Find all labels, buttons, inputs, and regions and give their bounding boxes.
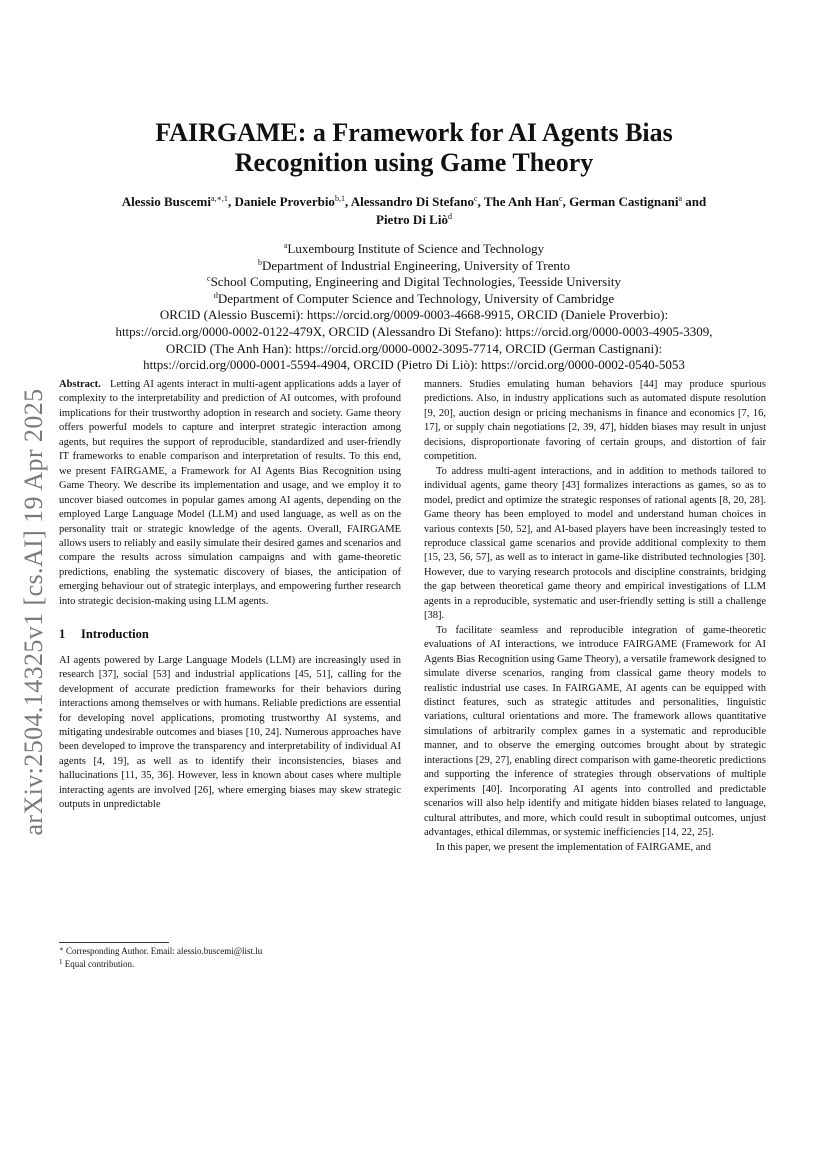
author-mark: c <box>559 194 563 203</box>
author-mark: d <box>447 212 452 221</box>
footnote: ∗ Corresponding Author. Email: alessio.buscemi@list.lu <box>59 945 263 956</box>
section-heading-introduction <box>59 627 401 641</box>
footnotes <box>59 945 401 970</box>
affiliation: $^d$Department of Computer Science and Technology, University of Cambridge <box>213 290 615 306</box>
section-title: Introduction <box>81 627 149 642</box>
footnote: $^1$ Equal contribution. <box>59 957 135 969</box>
affiliations <box>30 241 798 374</box>
abstract-label: Abstract. <box>59 379 101 390</box>
author-mark: c <box>474 194 478 203</box>
orcid-line: https://orcid.org/0000-0001-5594-4904, ORCID (Pietro Di Liò): https://orcid.org/0000-0002-0540-5053 <box>143 357 685 373</box>
section-number: 1 <box>59 627 66 642</box>
right-column <box>424 378 766 855</box>
abstract-text: Letting AI agents interact in multi-agent applications adds a layer of complexity to the interpretability and prediction of AI outcomes, with profound implications for their trustworthy adoption in research and society. Game theory offers powerful models to capture and interpret strategic interaction among agents, but requires the support of reproducible, standardized and user-friendly IT frameworks to enable comparison and interpretation of results. To this end, we present FAIRGAME, a Framework for AI Agents Bias Recognition using Game Theory. We describe its implementation and usage, and we employ it to uncover biased outcomes in popular games among AI agents, depending on the employed Large Language Model (LLM) and used language, as well as on the personality trait or strategic knowledge of the agents. Overall, FAIRGAME allows users to reliably and easily simulate their desired games and scenarios and compare the results across simulation campaigns and with game-theoretic predictions, enabling the systematic discovery of biases, the anticipation of emerging behaviour out of strategic interplays, and empowering further research into strategic decision-making using LLM agents. <box>59 379 401 607</box>
author-mark: b,1 <box>334 194 345 203</box>
title-line: Recognition using Game Theory <box>234 148 594 177</box>
body-paragraph: In this paper, we present the implementation of FAIRGAME, and <box>436 841 711 853</box>
body-paragraph: To address multi-agent interactions, and in addition to methods tailored to individual agents, game theory [43] formalizes interactions as games, so as to model, predict and optimize the strategic responses of rational agents [8, 20, 28]. Game theory has been employed to model and understand human choices in various contexts [50, 52], and AI-based players have been increasingly tested to reproduce classical game scenarios and provide additional complexity to them [15, 23, 56, 57], as well as to interact in game-like distributed technologies [30]. However, due to varying research protocols and discipline constraints, bridging the gap between theoretical game theory and empirical investigations of LLM agents in a reproducible, systematic and user-friendly setting is still a challenge [38]. <box>424 465 766 622</box>
left-column <box>59 378 401 813</box>
affiliation: $^c$School Computing, Engineering and Digital Technologies, Teesside University <box>207 274 621 290</box>
abstract <box>59 378 401 609</box>
author: Daniele Proverbio$^{b,1}$, <box>234 194 351 209</box>
footnote-divider <box>59 942 169 943</box>
orcid-line: ORCID (The Anh Han): https://orcid.org/0000-0002-3095-7714, ORCID (German Castignani): <box>165 340 663 356</box>
affiliation: $^a$Luxembourg Institute of Science and Technology <box>283 241 545 256</box>
author: German Castignani$^a$ and <box>569 194 707 209</box>
intro-paragraph: AI agents powered by Large Language Models (LLM) are increasingly used in research [37], social [53] and industrial applications [45, 51], calling for the development of accurate prediction frameworks for their behaviors during interactions among themselves or with humans. Reliable predictions are essential for developing novel applications, promoting trustworthy AI systems, and mitigating undesirable outcomes and biases [10, 24]. Numerous approaches have been developed to improve the transparency and interpretability of individual AI agents [4, 19], as well as to identify their inconsistencies, biases and hallucinations [11, 35, 36]. However, less in known about cases where multiple interacting agents are involved [26], where emerging biases may skew strategic outputs in unpredictable <box>59 654 401 811</box>
orcid-line: https://orcid.org/0000-0002-0122-479X, ORCID (Alessandro Di Stefano): https://orcid.org/0000-0003-4905-3309, <box>115 323 713 339</box>
body-paragraph: manners. Studies emulating human behaviors [44] may produce spurious predictions. Also, in industry applications such as automated dispute resolution [9, 20], auction design or pricing mechanisms in finance and economics [7, 16, 17], or supply chain negotiations [2, 39, 47], hidden biases may result in unjust decisions, disproportionate favoring of certain groups, and distortion of fair competition. <box>424 379 766 463</box>
affiliation: $^b$Department of Industrial Engineering, University of Trento <box>258 257 570 273</box>
orcid-line: ORCID (Alessio Buscemi): https://orcid.org/0009-0003-4668-9915, ORCID (Daniele Proverbio): <box>159 307 669 323</box>
author: The Anh Han$^c$, <box>483 194 570 209</box>
author-mark: a <box>678 194 683 203</box>
author: Alessio Buscemi$^{a,∗,1}$, <box>121 194 235 209</box>
arxiv-identifier-stamp <box>14 372 54 852</box>
body-paragraph: To facilitate seamless and reproducible integration of game-theoretic evaluations of AI interactions, we introduce FAIRGAME (Framework for AI Agents Bias Recognition using Game Theory), a versatile framework designed to simulate diverse scenarios, ranging from classical game theory models to realistic industrial use cases. In FAIRGAME, AI agents can be equipped with distinct features, such as strategic attitudes and personalities, linguistic variations, cultural orientations and more. The framework allows quantitative simulations of arbitrarily complex games in a systematic and reproducible manner, and to observe the emerging outcomes brought about by strategic interactions [29, 27], enabling direct comparison with game-theoretic predictions and supporting the inference of strategies through observations of multiple experiments [40]. Incorporating AI agents into controlled and predictable scenarios will also help identify and mitigate hidden biases related to language, cultural attributes, and more, which could result in suboptimal outcomes, unjust advantages, ethical dilemmas, or systemic inefficiencies [14, 22, 25]. <box>424 624 766 839</box>
author: Alessandro Di Stefano$^c$, <box>350 194 484 209</box>
paper-title <box>60 118 768 178</box>
arxiv-stamp-text: arXiv:2504.14325v1 [cs.AI] 19 Apr 2025 <box>19 388 48 836</box>
title-line: FAIRGAME: a Framework for AI Agents Bias <box>155 118 673 147</box>
author: Pietro Di Liò$^d$ <box>376 212 452 227</box>
author-list <box>60 193 768 229</box>
author-mark: a,∗,1 <box>210 194 228 203</box>
